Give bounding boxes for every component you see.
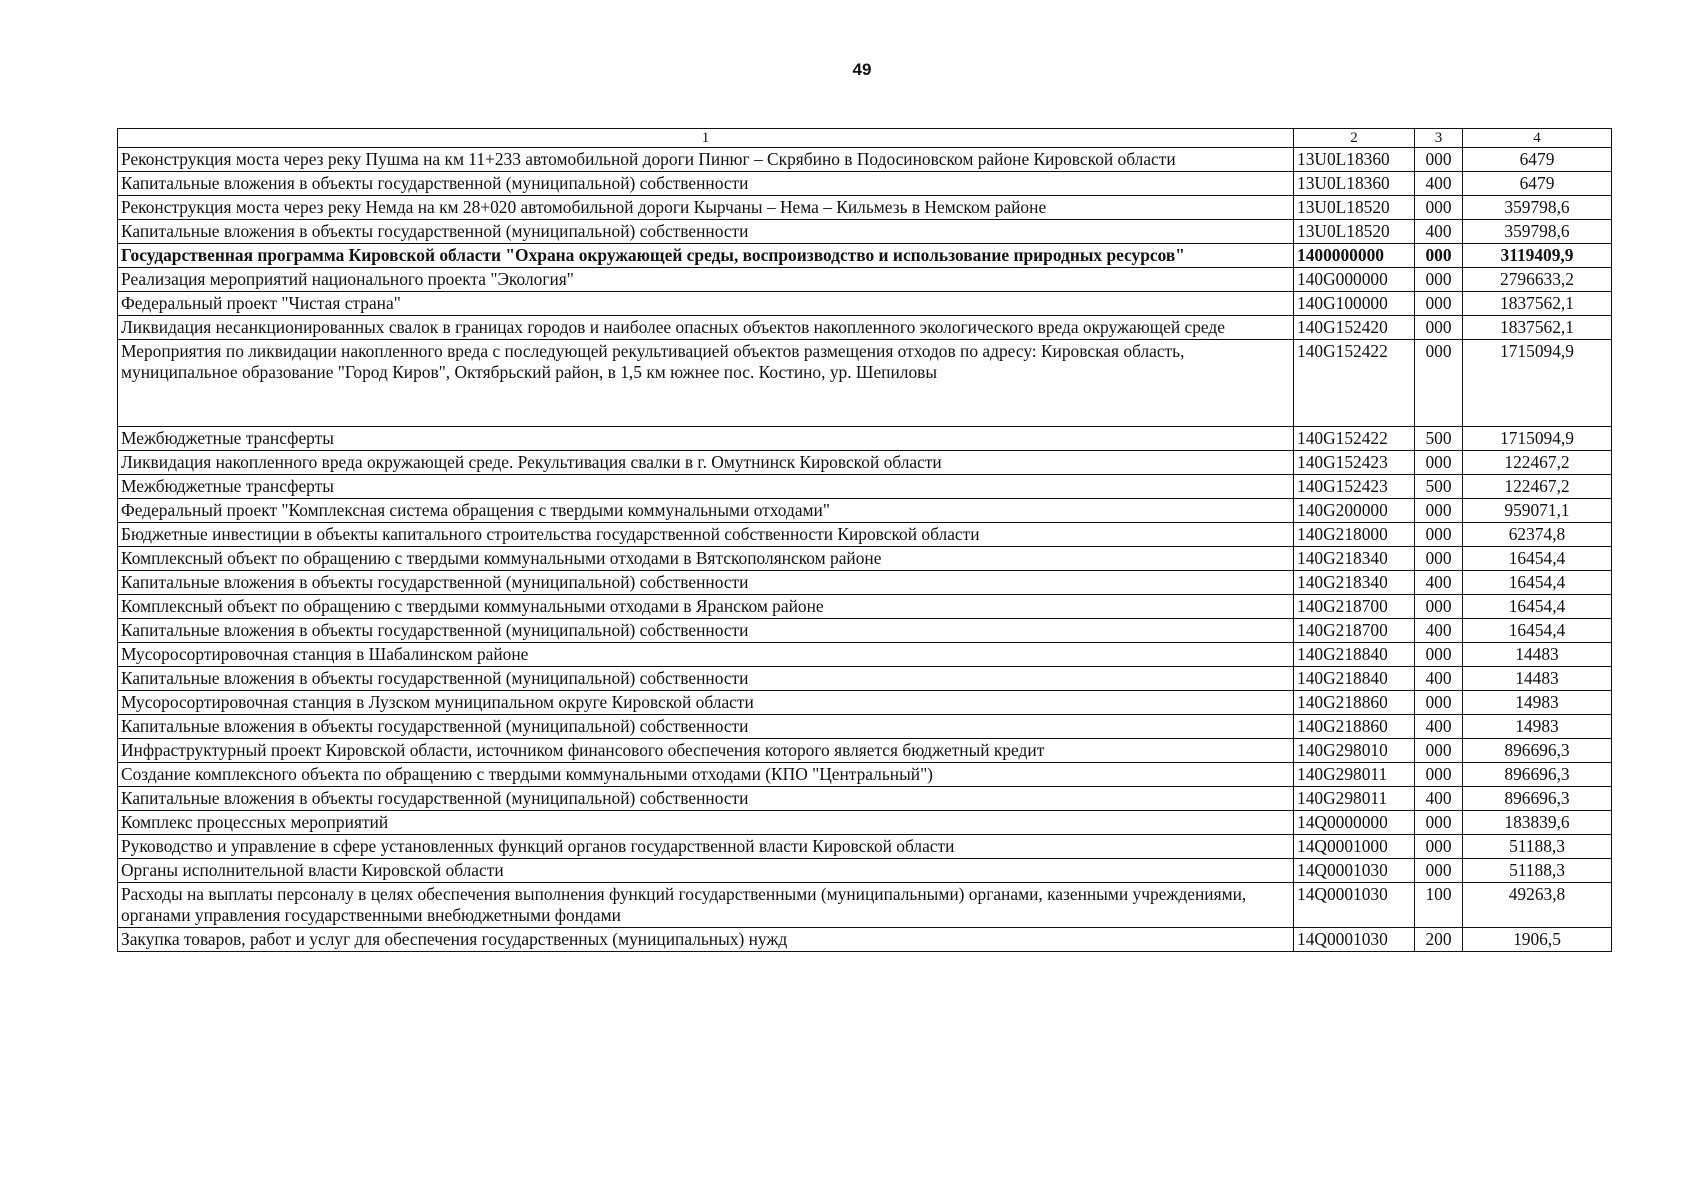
row-amount-cell: 2796633,2: [1463, 268, 1612, 292]
row-expense-type-cell: 000: [1415, 547, 1463, 571]
row-name-cell: Капитальные вложения в объекты государственной (муниципальной) собственности: [118, 571, 1294, 595]
row-amount-cell: 122467,2: [1463, 451, 1612, 475]
row-expense-type-cell: 400: [1415, 619, 1463, 643]
row-name-cell: Реализация мероприятий национального проекта "Экология": [118, 268, 1294, 292]
row-amount-cell: 896696,3: [1463, 787, 1612, 811]
row-name-cell: Расходы на выплаты персоналу в целях обеспечения выполнения функций государственными (муниципальными) органами, казенными учреждениями, органами управления государственными внебюджетными фондами: [118, 883, 1294, 928]
row-name-cell: Комплекс процессных мероприятий: [118, 811, 1294, 835]
table-row: [118, 811, 1612, 835]
row-amount-cell: 14983: [1463, 715, 1612, 739]
row-name-cell: Бюджетные инвестиции в объекты капитального строительства государственной собственности Кировской области: [118, 523, 1294, 547]
budget-table: [117, 128, 1612, 952]
row-name-cell: Капитальные вложения в объекты государственной (муниципальной) собственности: [118, 220, 1294, 244]
row-expense-type-cell: 400: [1415, 172, 1463, 196]
row-name-cell: Реконструкция моста через реку Немда на км 28+020 автомобильной дороги Кырчаны – Нема – Кильмезь в Немском районе: [118, 196, 1294, 220]
row-amount-cell: 1837562,1: [1463, 292, 1612, 316]
row-amount-cell: 1715094,9: [1463, 427, 1612, 451]
row-expense-type-cell: 000: [1415, 523, 1463, 547]
row-amount-cell: 3119409,9: [1463, 244, 1612, 268]
row-name-cell: Капитальные вложения в объекты государственной (муниципальной) собственности: [118, 619, 1294, 643]
row-code-cell: 13U0L18360: [1294, 148, 1415, 172]
table-row: [118, 643, 1612, 667]
row-expense-type-cell: 400: [1415, 787, 1463, 811]
row-expense-type-cell: 400: [1415, 715, 1463, 739]
table-row: [118, 859, 1612, 883]
table-row: [118, 196, 1612, 220]
table-row: [118, 763, 1612, 787]
row-name-cell: Капитальные вложения в объекты государственной (муниципальной) собственности: [118, 667, 1294, 691]
row-amount-cell: 51188,3: [1463, 835, 1612, 859]
row-code-cell: 140G218860: [1294, 715, 1415, 739]
row-code-cell: 140G100000: [1294, 292, 1415, 316]
row-amount-cell: 959071,1: [1463, 499, 1612, 523]
row-code-cell: 140G298011: [1294, 787, 1415, 811]
table-row: [118, 691, 1612, 715]
row-code-cell: 140G218700: [1294, 595, 1415, 619]
row-code-cell: 14Q0001000: [1294, 835, 1415, 859]
row-code-cell: 14Q0001030: [1294, 928, 1415, 952]
table-row: [118, 268, 1612, 292]
row-amount-cell: 359798,6: [1463, 196, 1612, 220]
row-name-cell: Создание комплексного объекта по обращению с твердыми коммунальными отходами (КПО "Центральный"): [118, 763, 1294, 787]
row-amount-cell: 16454,4: [1463, 619, 1612, 643]
row-amount-cell: 1906,5: [1463, 928, 1612, 952]
row-code-cell: 140G000000: [1294, 268, 1415, 292]
table-row: [118, 835, 1612, 859]
row-amount-cell: 16454,4: [1463, 595, 1612, 619]
row-code-cell: 140G218000: [1294, 523, 1415, 547]
row-amount-cell: 51188,3: [1463, 859, 1612, 883]
row-amount-cell: 122467,2: [1463, 475, 1612, 499]
row-code-cell: 140G152420: [1294, 316, 1415, 340]
row-code-cell: 140G152423: [1294, 451, 1415, 475]
row-name-cell: Межбюджетные трансферты: [118, 475, 1294, 499]
row-expense-type-cell: 400: [1415, 571, 1463, 595]
row-name-cell: Федеральный проект "Комплексная система обращения с твердыми коммунальными отходами": [118, 499, 1294, 523]
table-row: [118, 595, 1612, 619]
table-row: [118, 547, 1612, 571]
table-row: [118, 427, 1612, 451]
row-expense-type-cell: 400: [1415, 220, 1463, 244]
row-expense-type-cell: 000: [1415, 763, 1463, 787]
row-name-cell: Руководство и управление в сфере установленных функций органов государственной власти Кировской области: [118, 835, 1294, 859]
row-name-cell: Ликвидация накопленного вреда окружающей среде. Рекультивация свалки в г. Омутнинск Кировской области: [118, 451, 1294, 475]
row-expense-type-cell: 200: [1415, 928, 1463, 952]
row-code-cell: 14Q0000000: [1294, 811, 1415, 835]
row-amount-cell: 896696,3: [1463, 763, 1612, 787]
row-amount-cell: 14483: [1463, 667, 1612, 691]
table-row: [118, 244, 1612, 268]
row-name-cell: Капитальные вложения в объекты государственной (муниципальной) собственности: [118, 172, 1294, 196]
table-row: [118, 340, 1612, 427]
row-amount-cell: 183839,6: [1463, 811, 1612, 835]
row-name-cell: Инфраструктурный проект Кировской области, источником финансового обеспечения которого является бюджетный кредит: [118, 739, 1294, 763]
row-name-cell: Капитальные вложения в объекты государственной (муниципальной) собственности: [118, 787, 1294, 811]
row-expense-type-cell: 000: [1415, 196, 1463, 220]
row-code-cell: 13U0L18520: [1294, 220, 1415, 244]
row-expense-type-cell: 000: [1415, 691, 1463, 715]
row-expense-type-cell: 500: [1415, 475, 1463, 499]
row-code-cell: 140G218860: [1294, 691, 1415, 715]
row-code-cell: 140G152422: [1294, 427, 1415, 451]
column-header-4: 4: [1463, 129, 1612, 148]
row-amount-cell: 1715094,9: [1463, 340, 1612, 427]
row-name-cell: Государственная программа Кировской области "Охрана окружающей среды, воспроизводство и использование природных ресурсов": [118, 244, 1294, 268]
row-name-cell: Мусоросортировочная станция в Шабалинском районе: [118, 643, 1294, 667]
row-amount-cell: 16454,4: [1463, 571, 1612, 595]
row-expense-type-cell: 000: [1415, 268, 1463, 292]
row-name-cell: Межбюджетные трансферты: [118, 427, 1294, 451]
row-code-cell: 13U0L18520: [1294, 196, 1415, 220]
row-code-cell: 140G218840: [1294, 643, 1415, 667]
row-expense-type-cell: 000: [1415, 739, 1463, 763]
row-code-cell: 13U0L18360: [1294, 172, 1415, 196]
row-amount-cell: 359798,6: [1463, 220, 1612, 244]
row-name-cell: Мусоросортировочная станция в Лузском муниципальном округе Кировской области: [118, 691, 1294, 715]
column-header-2: 2: [1294, 129, 1415, 148]
row-code-cell: 140G218700: [1294, 619, 1415, 643]
row-expense-type-cell: 000: [1415, 316, 1463, 340]
row-amount-cell: 14483: [1463, 643, 1612, 667]
row-amount-cell: 16454,4: [1463, 547, 1612, 571]
row-expense-type-cell: 000: [1415, 244, 1463, 268]
row-expense-type-cell: 000: [1415, 148, 1463, 172]
row-code-cell: 14Q0001030: [1294, 883, 1415, 928]
row-code-cell: 140G200000: [1294, 499, 1415, 523]
row-name-cell: Капитальные вложения в объекты государственной (муниципальной) собственности: [118, 715, 1294, 739]
row-name-cell: Комплексный объект по обращению с твердыми коммунальными отходами в Вятскополянском районе: [118, 547, 1294, 571]
row-expense-type-cell: 000: [1415, 292, 1463, 316]
column-header-3: 3: [1415, 129, 1463, 148]
row-code-cell: 14Q0001030: [1294, 859, 1415, 883]
row-amount-cell: 62374,8: [1463, 523, 1612, 547]
row-expense-type-cell: 000: [1415, 859, 1463, 883]
page-number: 49: [852, 60, 872, 79]
row-amount-cell: 49263,8: [1463, 883, 1612, 928]
row-expense-type-cell: 000: [1415, 835, 1463, 859]
row-name-cell: Органы исполнительной власти Кировской области: [118, 859, 1294, 883]
table-row: [118, 172, 1612, 196]
row-expense-type-cell: 000: [1415, 595, 1463, 619]
row-amount-cell: 896696,3: [1463, 739, 1612, 763]
row-expense-type-cell: 000: [1415, 340, 1463, 427]
row-name-cell: Реконструкция моста через реку Пушма на км 11+233 автомобильной дороги Пинюг – Скрябино в Подосиновском районе Кировской области: [118, 148, 1294, 172]
row-code-cell: 140G218840: [1294, 667, 1415, 691]
table-row: [118, 715, 1612, 739]
row-expense-type-cell: 100: [1415, 883, 1463, 928]
table-row: [118, 619, 1612, 643]
row-name-cell: Мероприятия по ликвидации накопленного вреда с последующей рекультивацией объектов размещения отходов по адресу: Кировская область, муниципальное образование "Город Киров", Октябрьский район, в 1,5 км южнее пос. Костино, ур. Шепиловы: [118, 340, 1294, 427]
table-header-row: [118, 129, 1612, 148]
row-name-cell: Закупка товаров, работ и услуг для обеспечения государственных (муниципальных) нужд: [118, 928, 1294, 952]
table-row: [118, 523, 1612, 547]
row-expense-type-cell: 000: [1415, 451, 1463, 475]
column-header-1: 1: [118, 129, 1294, 148]
table-row: [118, 316, 1612, 340]
row-code-cell: 140G298010: [1294, 739, 1415, 763]
row-code-cell: 1400000000: [1294, 244, 1415, 268]
row-code-cell: 140G218340: [1294, 547, 1415, 571]
table-row: [118, 475, 1612, 499]
table-row: [118, 292, 1612, 316]
row-code-cell: 140G298011: [1294, 763, 1415, 787]
table-row: [118, 928, 1612, 952]
row-amount-cell: 1837562,1: [1463, 316, 1612, 340]
table-row: [118, 787, 1612, 811]
row-expense-type-cell: 000: [1415, 643, 1463, 667]
row-code-cell: 140G218340: [1294, 571, 1415, 595]
table-row: [118, 667, 1612, 691]
table-row: [118, 499, 1612, 523]
table-row: [118, 739, 1612, 763]
row-expense-type-cell: 400: [1415, 667, 1463, 691]
table-row: [118, 148, 1612, 172]
row-expense-type-cell: 000: [1415, 811, 1463, 835]
row-name-cell: Комплексный объект по обращению с твердыми коммунальными отходами в Яранском районе: [118, 595, 1294, 619]
row-expense-type-cell: 500: [1415, 427, 1463, 451]
row-amount-cell: 6479: [1463, 172, 1612, 196]
table-row: [118, 220, 1612, 244]
row-name-cell: Федеральный проект "Чистая страна": [118, 292, 1294, 316]
row-amount-cell: 6479: [1463, 148, 1612, 172]
row-code-cell: 140G152423: [1294, 475, 1415, 499]
row-expense-type-cell: 000: [1415, 499, 1463, 523]
table-row: [118, 451, 1612, 475]
table-row: [118, 571, 1612, 595]
row-name-cell: Ликвидация несанкционированных свалок в границах городов и наиболее опасных объектов накопленного экологического вреда окружающей среде: [118, 316, 1294, 340]
row-code-cell: 140G152422: [1294, 340, 1415, 427]
row-amount-cell: 14983: [1463, 691, 1612, 715]
table-row: [118, 883, 1612, 928]
